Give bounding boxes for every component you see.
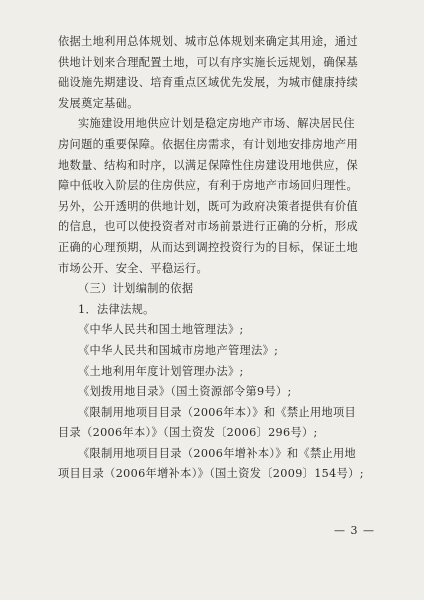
text-line: 依据土地利用总体规划、城市总体规划来确定其用途，通过 xyxy=(58,35,358,48)
section-heading: （三）计划编制的依据 xyxy=(78,282,194,296)
law-item-continuation: 目录（2006年本）》（国土资发〔2006〕296号）; xyxy=(58,426,318,440)
page-number: — 3 — xyxy=(334,524,375,537)
law-item: 《限制用地项目目录（2006年本）》和《禁止用地项目 xyxy=(78,405,357,419)
law-item: 《土地利用年度计划管理办法》; xyxy=(78,364,244,378)
text-line: 另外，公开透明的供地计划，既可为政府决策者提供有价值 xyxy=(58,199,358,213)
document-body xyxy=(58,32,388,485)
text-line: 础设施先期建设、培育重点区域优先发展，为城市健康持续 xyxy=(58,76,358,90)
text-line: 地数量、结构和时序，以满足保障性住房建设用地供应，保 xyxy=(58,158,358,172)
law-item: 《划拨用地目录》（国土资源部令第9号）; xyxy=(78,385,292,399)
text-line: 障中低收入阶层的住房供应，有利于房地产市场回归理性。 xyxy=(58,179,358,193)
text-line: 正确的心理预期，从而达到调控投资行为的目标，保证土地 xyxy=(58,240,358,254)
law-item-continuation: 项目目录（2006年增补本）》（国土资发〔2009〕154号）; xyxy=(58,467,364,481)
subsection-heading: 1．法律法规。 xyxy=(78,302,155,316)
text-line: 市场公开、安全、平稳运行。 xyxy=(58,261,208,275)
text-line: 的信息，也可以使投资者对市场前景进行正确的分析，形成 xyxy=(58,220,358,234)
text-line: 房问题的重要保障。依据住房需求，有计划地安排房地产用 xyxy=(58,137,358,151)
text-line: 发展奠定基础。 xyxy=(58,96,139,110)
law-item: 《中华人民共和国城市房地产管理法》; xyxy=(78,343,279,357)
law-item: 《限制用地项目目录（2006年增补本）》和《禁止用地 xyxy=(78,446,357,460)
text-line: 实施建设用地供应计划是稳定房地产市场、解决居民住 xyxy=(78,117,355,131)
text-line: 供地计划来合理配置土地，可以有序实施长远规划，确保基 xyxy=(58,55,358,69)
law-item: 《中华人民共和国土地管理法》; xyxy=(78,323,244,337)
